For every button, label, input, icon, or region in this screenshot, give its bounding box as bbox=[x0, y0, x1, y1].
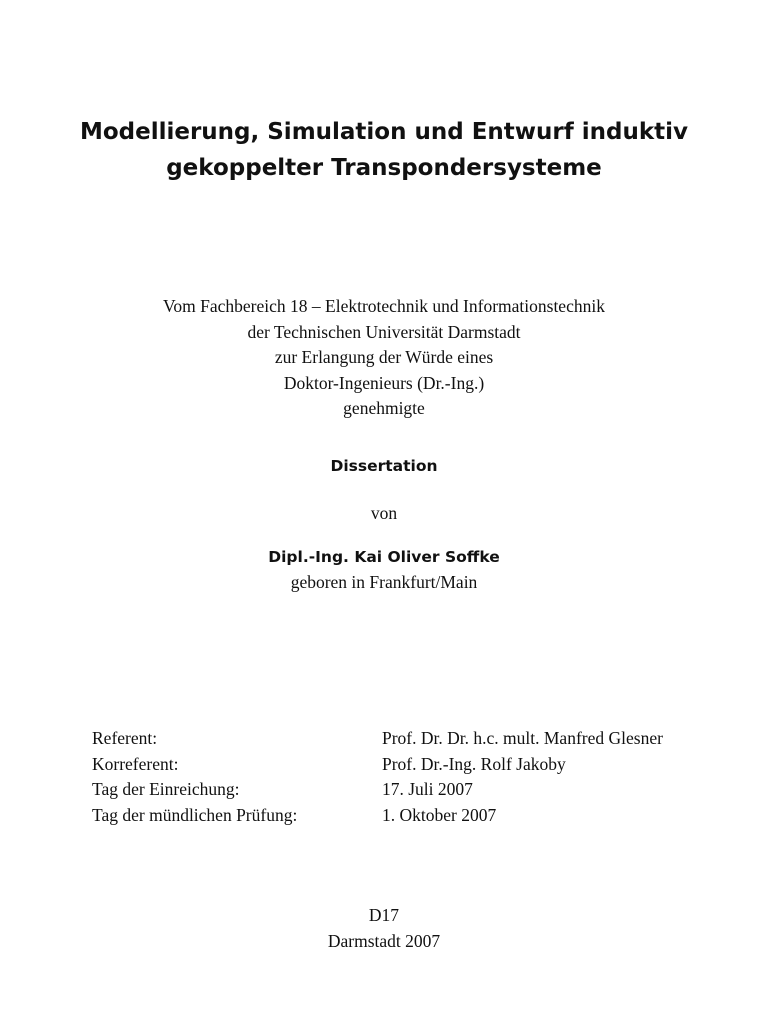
author-name: Dipl.-Ing. Kai Oliver Soffke bbox=[268, 548, 500, 566]
details-row-pruefung bbox=[92, 803, 732, 829]
details-label: Korreferent: bbox=[92, 753, 179, 774]
approval-statement bbox=[0, 294, 768, 422]
intro-line-1: Vom Fachbereich 18 – Elektrotechnik und Informationstechnik bbox=[163, 296, 605, 316]
details-value: 17. Juli 2007 bbox=[382, 779, 473, 800]
title-line-2: gekoppelter Transpondersysteme bbox=[166, 155, 602, 181]
document-title bbox=[0, 114, 768, 186]
footer-code: D17 bbox=[368, 905, 400, 925]
details-label: Tag der Einreichung: bbox=[92, 779, 240, 800]
intro-line-3: zur Erlangung der Würde eines bbox=[274, 347, 494, 368]
intro-line-4: Doktor-Ingenieurs (Dr.-Ing.) bbox=[283, 372, 485, 393]
details-row-einreichung bbox=[92, 777, 732, 803]
footer bbox=[0, 903, 768, 954]
details-value: 1. Oktober 2007 bbox=[382, 804, 497, 825]
details-value: Prof. Dr.-Ing. Rolf Jakoby bbox=[382, 753, 566, 774]
document-type: Dissertation bbox=[330, 457, 438, 475]
intro-line-5: genehmigte bbox=[343, 398, 425, 419]
author-birthplace: geboren in Frankfurt/Main bbox=[290, 572, 478, 592]
details-label: Tag der mündlichen Prüfung: bbox=[92, 804, 298, 825]
intro-line-2: der Technischen Universität Darmstadt bbox=[247, 321, 521, 342]
details-row-korreferent bbox=[92, 752, 732, 778]
details-value: Prof. Dr. Dr. h.c. mult. Manfred Glesner bbox=[382, 728, 663, 748]
von-text: von bbox=[370, 503, 398, 523]
details-table bbox=[92, 726, 732, 828]
details-label: Referent: bbox=[92, 728, 158, 748]
details-row-referent bbox=[92, 726, 732, 752]
footer-place-year: Darmstadt 2007 bbox=[327, 930, 441, 951]
title-line-1: Modellierung, Simulation und Entwurf induktiv bbox=[79, 119, 689, 145]
